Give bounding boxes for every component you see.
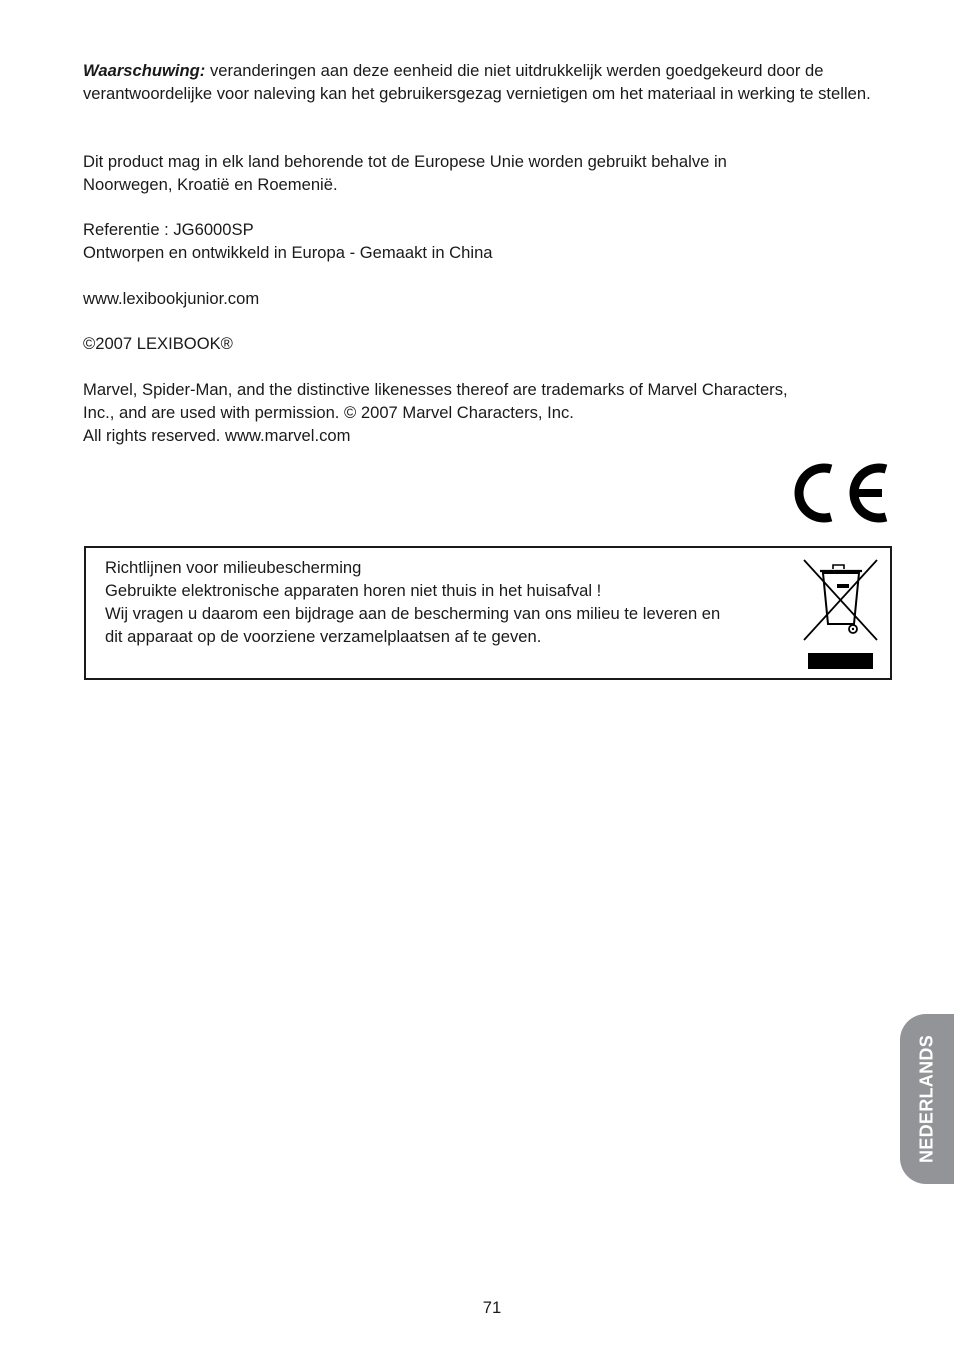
warning-label: Waarschuwing: [83, 61, 206, 80]
eu-usage-paragraph [83, 150, 895, 196]
environment-notice-text [105, 556, 795, 648]
crossed-bin-icon [800, 556, 882, 671]
eu-usage-line-2: Noorwegen, Kroatië en Roemenië. [83, 175, 338, 194]
ce-mark-icon [794, 459, 890, 527]
environment-title: Richtlijnen voor milieubescherming [105, 558, 362, 577]
warning-text: veranderingen aan deze eenheid die niet uitdrukkelijk werden goedgekeurd door de verantwoordelijke voor naleving kan het gebruikersgezag vernietigen om het materiaal in werking te stellen. [83, 61, 871, 103]
page-number: 71 [482, 1298, 502, 1317]
trademark-line-2: Inc., and are used with permission. © 2007 Marvel Characters, Inc. [83, 403, 574, 422]
trademark-paragraph [83, 378, 895, 447]
website-paragraph [83, 287, 895, 310]
trademark-line-1: Marvel, Spider-Man, and the distinctive likenesses thereof are trademarks of Marvel Characters, [83, 380, 788, 399]
warning-paragraph [83, 59, 895, 105]
eu-usage-line-1: Dit product mag in elk land behorende tot de Europese Unie worden gebruikt behalve in [83, 152, 727, 171]
language-tab [900, 1014, 954, 1184]
reference-paragraph [83, 218, 895, 264]
language-tab-label: NEDERLANDS [916, 1034, 937, 1164]
environment-line-1: Gebruikte elektronische apparaten horen niet thuis in het huisafval ! [105, 581, 602, 600]
reference-line-1: Referentie : JG6000SP [83, 220, 254, 239]
environment-line-2: Wij vragen u daarom een bijdrage aan de bescherming van ons milieu te leveren en [105, 604, 721, 623]
environment-line-3: dit apparaat op de voorziene verzamelplaatsen af te geven. [105, 627, 542, 646]
copyright-paragraph [83, 332, 895, 355]
reference-line-2: Ontworpen en ontwikkeld in Europa - Gemaakt in China [83, 243, 493, 262]
environment-notice-box [84, 546, 892, 680]
trademark-line-3: All rights reserved. www.marvel.com [83, 426, 351, 445]
website-url: www.lexibookjunior.com [83, 289, 260, 308]
copyright-line: ©2007 LEXIBOOK® [83, 334, 233, 353]
